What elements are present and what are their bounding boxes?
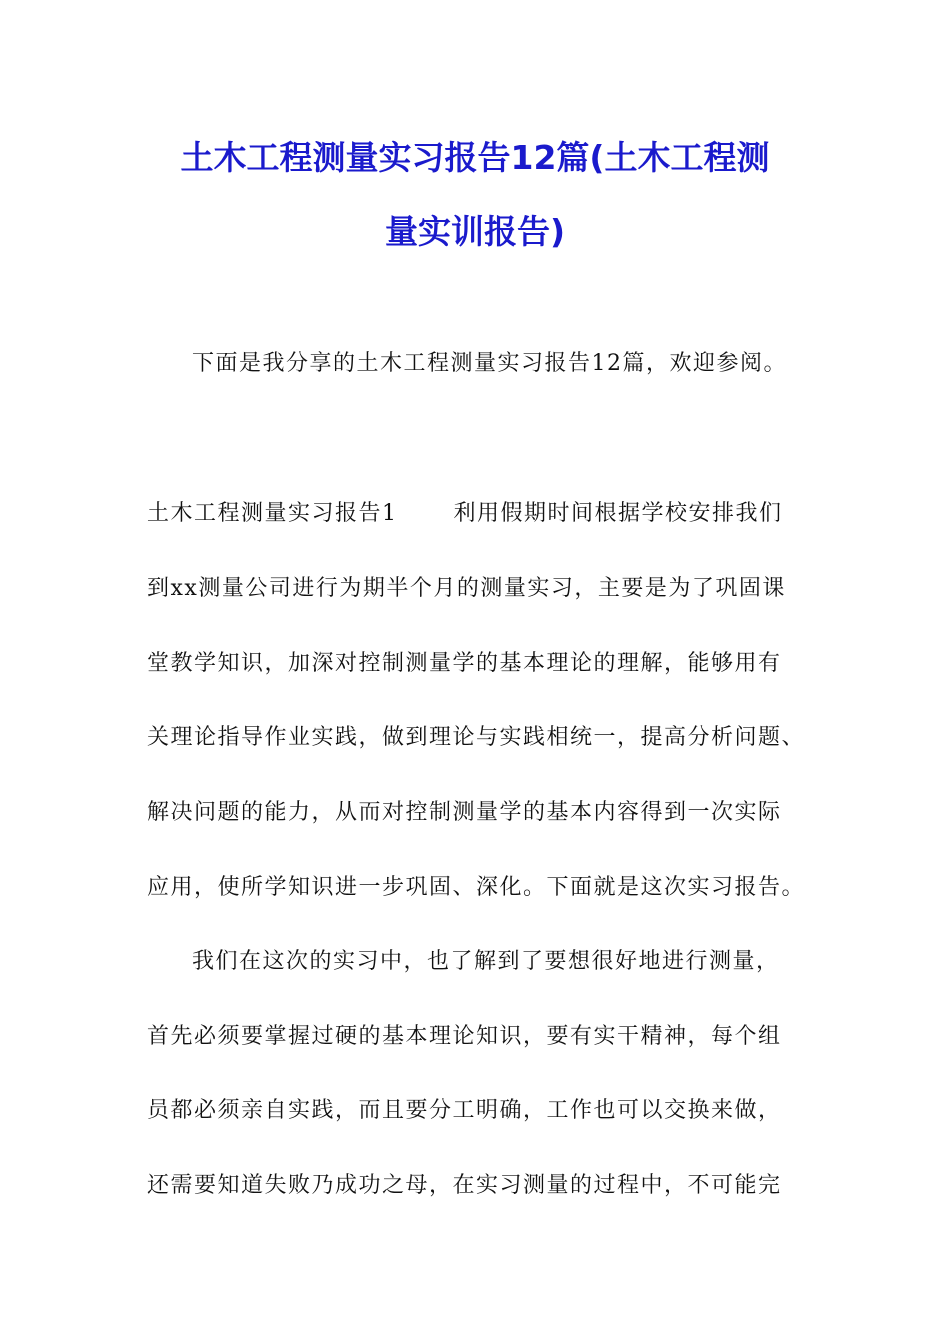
document-title-line-2: 量实训报告) [384,212,566,251]
section-heading: 土木工程测量实习报告1 [147,501,398,526]
paragraph2-line-4: 还需要知道失败乃成功之母，在实习测量的过程中，不可能完 [147,1173,782,1198]
intro-paragraph: 下面是我分享的土木工程测量实习报告12篇，欢迎参阅。 [192,351,787,376]
paragraph1-line-2: 到xx测量公司进行为期半个月的测量实习，主要是为了巩固课 [147,576,786,601]
paragraph1-line-3: 堂教学知识，加深对控制测量学的基本理论的理解，能够用有 [147,651,782,676]
paragraph-line [147,496,783,527]
paragraph2-line-2: 首先必须要掌握过硬的基本理论知识，要有实干精神，每个组 [147,1024,782,1049]
paragraph2-line-1: 我们在这次的实习中，也了解到了要想很好地进行测量， [192,949,780,974]
paragraph1-line-4: 关理论指导作业实践，做到理论与实践相统一，提高分析问题、 [147,725,806,750]
paragraph1-line-1: 利用假期时间根据学校安排我们 [453,501,783,526]
document-title-line-1: 土木工程测量实习报告12篇(土木工程测 [180,138,770,177]
paragraph1-line-6: 应用，使所学知识进一步巩固、深化。下面就是这次实习报告。 [147,875,806,900]
paragraph2-line-3: 员都必须亲自实践，而且要分工明确，工作也可以交换来做， [147,1098,782,1123]
paragraph1-line-5: 解决问题的能力，从而对控制测量学的基本内容得到一次实际 [147,800,782,825]
